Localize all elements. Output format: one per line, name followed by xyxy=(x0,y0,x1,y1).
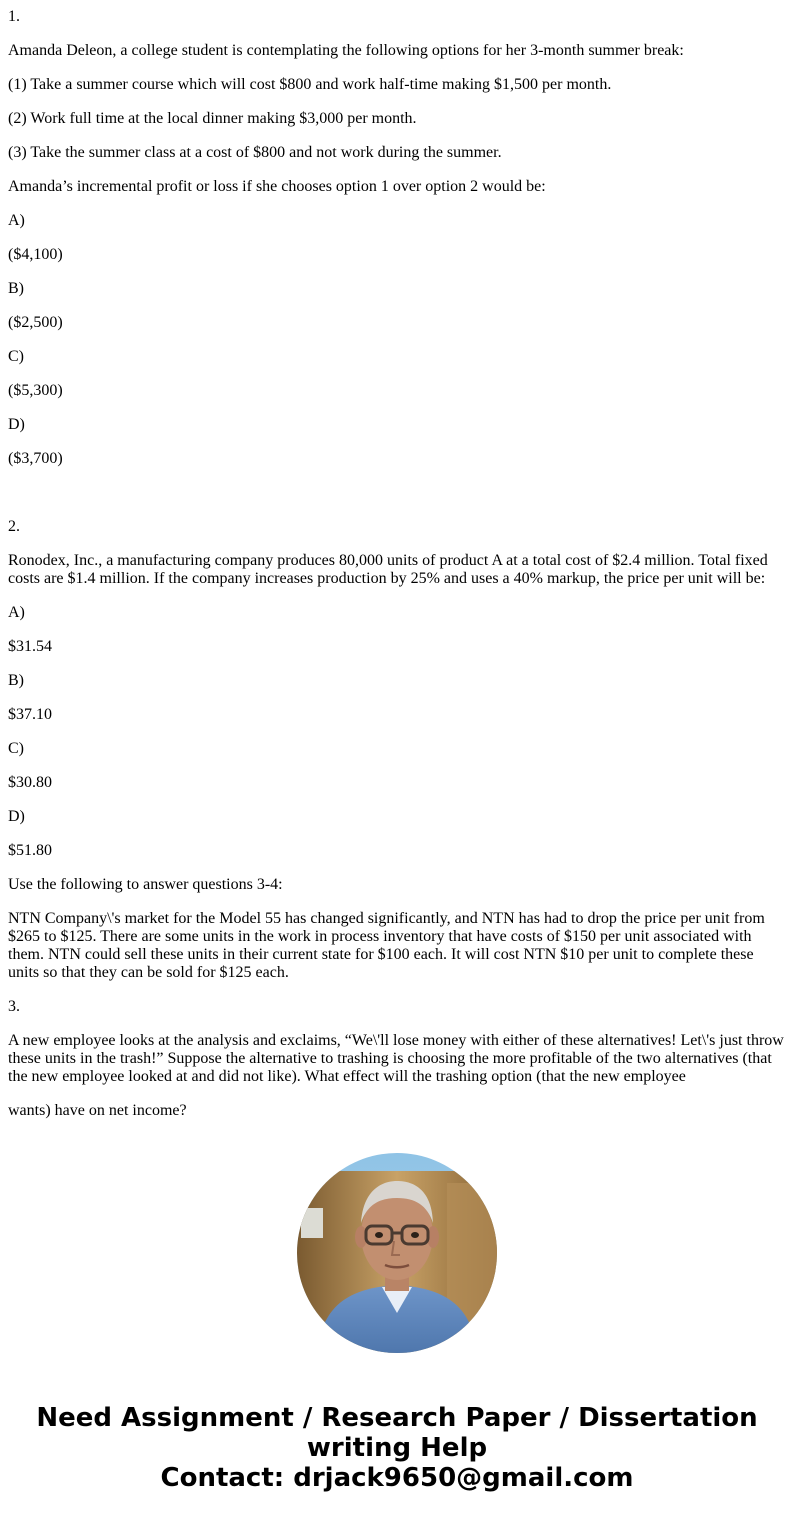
shared-scenario: NTN Company\'s market for the Model 55 has changed significantly, and NTN has had to drop the price per unit from $265 to $125. There are some units in the work in process inventory that have costs of $150 per unit associated with them. NTN could sell these units in their current state for $100 each. It will cost NTN $10 per unit to complete these units so that they can be sold for $125 each. xyxy=(8,910,765,981)
q1-option-3: (3) Take the summer class at a cost of $800 and not work during the summer. xyxy=(8,144,502,161)
q2-choice-a-value: $31.54 xyxy=(8,638,52,655)
q1-choice-d-letter: D) xyxy=(8,416,25,433)
q3-text-continued: wants) have on net income? xyxy=(8,1102,187,1119)
section-spacer xyxy=(8,484,786,518)
q2-choice-d-value: $51.80 xyxy=(8,842,52,859)
q1-question: Amanda’s incremental profit or loss if she chooses option 1 over option 2 would be: xyxy=(8,178,546,195)
q1-option-2: (2) Work full time at the local dinner making $3,000 per month. xyxy=(8,110,417,127)
banner-line-1: Need Assignment / Research Paper / Dissertation xyxy=(36,1403,758,1433)
banner-contact: Contact: drjack9650@gmail.com xyxy=(160,1463,634,1493)
q1-intro: Amanda Deleon, a college student is contemplating the following options for her 3-month summer break: xyxy=(8,42,684,59)
q1-choice-a-value: ($4,100) xyxy=(8,246,63,263)
q2-choice-b-letter: B) xyxy=(8,672,24,689)
q1-number: 1. xyxy=(8,8,20,25)
q2-choice-c-letter: C) xyxy=(8,740,24,757)
author-photo xyxy=(297,1153,497,1353)
q2-choice-b-value: $37.10 xyxy=(8,706,52,723)
q3-number: 3. xyxy=(8,998,20,1015)
q2-text: Ronodex, Inc., a manufacturing company produces 80,000 units of product A at a total cost of $2.4 million. Total fixed costs are $1.4 million. If the company increases production by 25% and uses a 40% markup, the price per unit will be: xyxy=(8,552,768,587)
q1-choice-b-value: ($2,500) xyxy=(8,314,63,331)
q1-choice-b-letter: B) xyxy=(8,280,24,297)
q2-choice-c-value: $30.80 xyxy=(8,774,52,791)
q1-choice-d-value: ($3,700) xyxy=(8,450,63,467)
q1-choice-c-letter: C) xyxy=(8,348,24,365)
q2-choice-d-letter: D) xyxy=(8,808,25,825)
q1-choice-a-letter: A) xyxy=(8,212,25,229)
document-body xyxy=(8,8,786,1136)
q3-text: A new employee looks at the analysis and exclaims, “We\'ll lose money with either of these alternatives! Let\'s just throw these units in the trash!” Suppose the alternative to trashing is choosing the more profitable of the two alternatives (that the new employee looked at and did not like). What effect will the trashing option (that the new employee xyxy=(8,1032,784,1085)
q2-choice-a-letter: A) xyxy=(8,604,25,621)
q1-option-1: (1) Take a summer course which will cost $800 and work half-time making $1,500 per month. xyxy=(8,76,612,93)
shared-lead: Use the following to answer questions 3-4: xyxy=(8,876,283,893)
q1-choice-c-value: ($5,300) xyxy=(8,382,63,399)
portrait-image xyxy=(297,1153,497,1353)
help-banner xyxy=(0,1403,794,1493)
q2-number: 2. xyxy=(8,518,20,535)
banner-line-2: writing Help xyxy=(306,1433,488,1463)
